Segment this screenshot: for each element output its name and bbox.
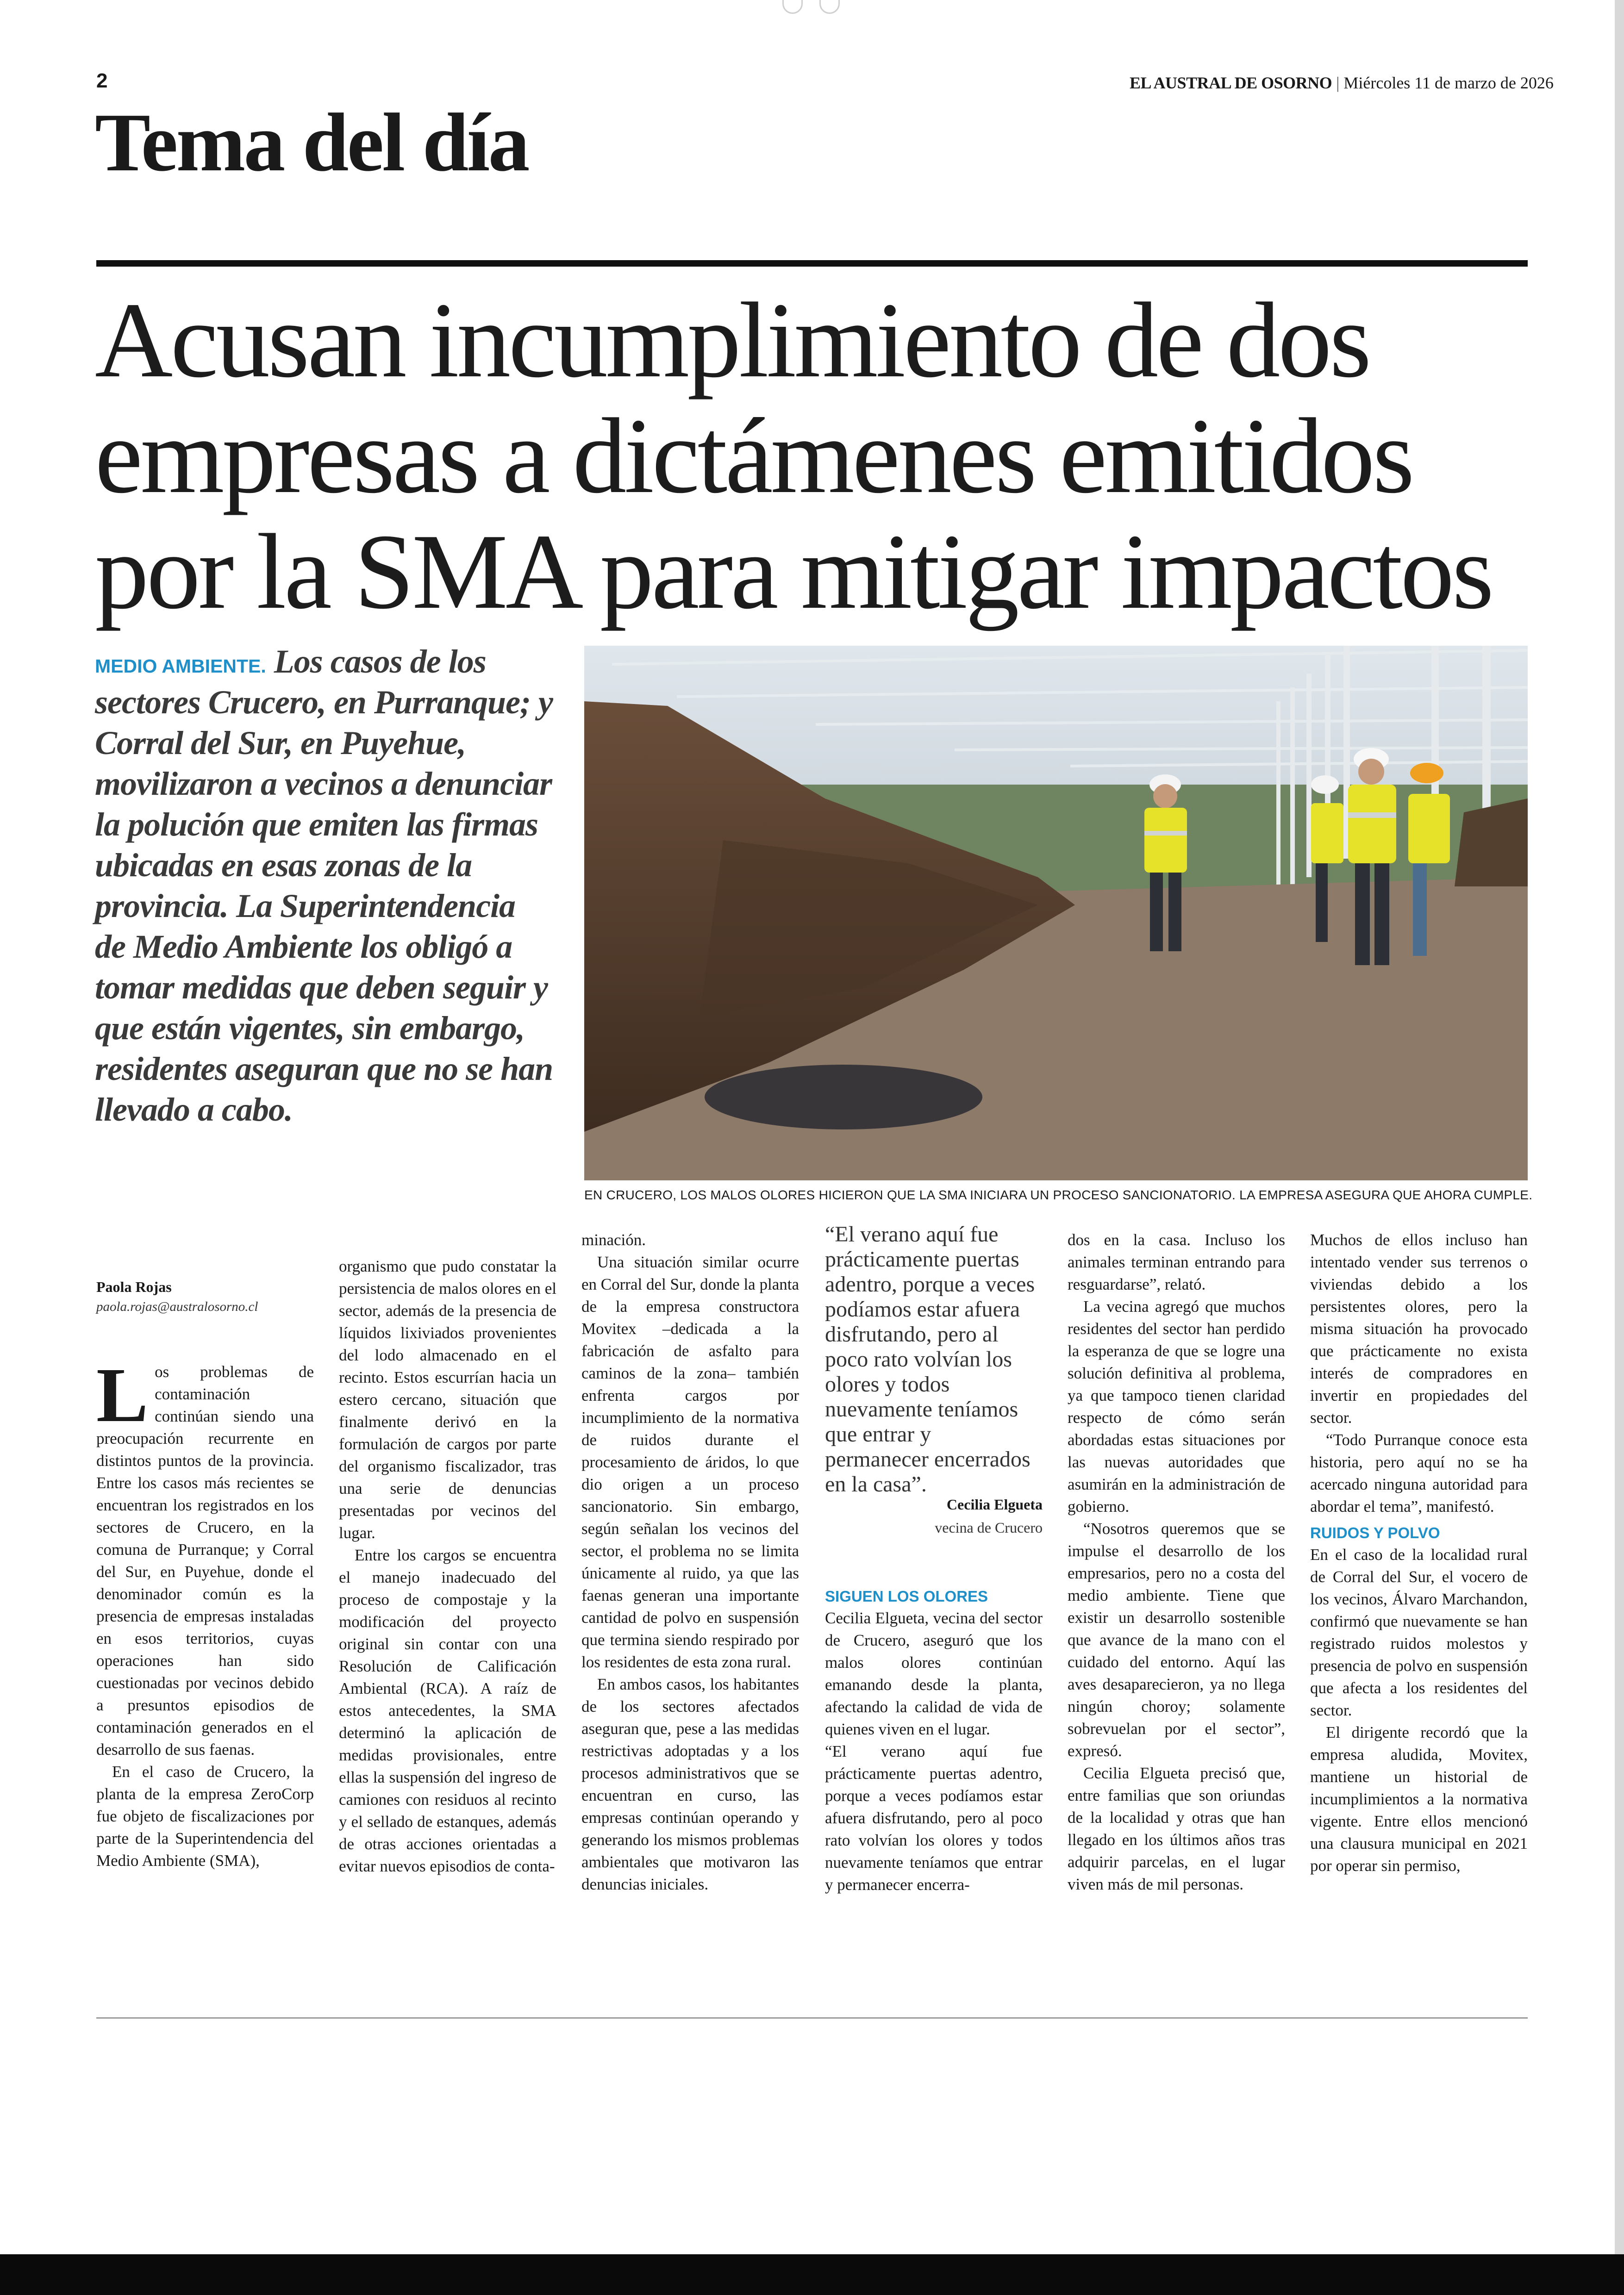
article-column-6 xyxy=(1310,1229,1528,1877)
subheading: SIGUEN LOS OLORES xyxy=(825,1588,988,1605)
article-paragraph: Entre los cargos se encuentra el manejo inadecuado del proceso de compostaje y la modificación del proyecto original sin contar con una Resolución de Calificación Ambiental (RCA). A raíz de estos antecedentes, la SMA determinó la aplicación de medidas provisionales, entre ellas la suspensión del ingreso de camiones con residuos al recinto y el sellado de estanques, además de otras acciones orientadas a evitar nuevos episodios de conta- xyxy=(339,1546,556,1875)
pull-quote: “El verano aquí fue prácticamente puertas adentro, porque a veces podíamos estar afuera disfrutando, pero al poco rato volvían los olores y todos nuevamente teníamos que entrar y permanecer encerrados en la casa”. xyxy=(825,1222,1035,1497)
article-paragraph: Una situación similar ocurre en Corral del Sur, donde la planta de la empresa constructora Movitex –dedicada a la fabricación de asfalto para caminos de la zona– también enfrenta cargos por incumplimiento de la normativa de ruidos durante el procesamiento de áridos, lo que dio origen a un proceso sancionatorio. Sin embargo, según señalan los vecinos del sector, el problema no se limita únicamente al ruido, ya que las faenas generan una importante cantidad de polvo en suspensión que termina siendo respirado por los residentes de esta zona rural. xyxy=(581,1253,799,1671)
article-paragraph: La vecina agregó que muchos residentes del sector han perdido la esperanza de que se logre una solución definitiva al problema, ya que tampoco tienen claridad respecto de cómo serán abordadas estas situaciones por las nuevas autoridades que asumirán en la administración de gobierno. xyxy=(1068,1297,1285,1515)
byline xyxy=(96,1278,314,1315)
publication-name: EL AUSTRAL DE OSORNO xyxy=(1130,74,1332,92)
headline xyxy=(95,282,1539,630)
article-paragraph: organismo que pudo constatar la persistencia de malos olores en el sector, además de la presencia de líquidos lixiviados provenientes del lodo almacenado en el recinto. Estos escurrían hacia un estero cercano, situación que finalmente derivó en la formulación de cargos por parte del organismo fiscalizador, tras una serie de denuncias presentadas por vecinos del lugar. xyxy=(339,1257,556,1542)
article-column-3 xyxy=(581,1229,799,1896)
author-name: Paola Rojas xyxy=(96,1278,172,1295)
article-paragraph: Muchos de ellos incluso han intentado vender sus terrenos o viviendas debido a los persistentes olores, pero la misma situación ha provocado que prácticamente no exista interés de compradores en invertir en propiedades del sector. xyxy=(1310,1231,1528,1427)
article-paragraph: “El verano aquí fue prácticamente puertas adentro, porque a veces podíamos estar afuera disfrutando, pero al poco rato volvían los olores y todos nuevamente teníamos que entrar y permanecer encerra- xyxy=(825,1742,1043,1894)
article-paragraph: “Todo Purranque conoce esta historia, pero aquí no se ha acercado ninguna autoridad para abordar el tema”, manifestó. xyxy=(1310,1431,1528,1515)
masthead xyxy=(1130,73,1554,93)
article-paragraph: minación. xyxy=(581,1231,646,1249)
viewer-next-control[interactable] xyxy=(819,0,840,14)
viewer-bottom-bar xyxy=(0,2254,1624,2295)
article-column-2 xyxy=(339,1255,556,1877)
article-paragraph: “Nosotros queremos que se impulse el desarrollo de los empresarios, pero no a costa del medio ambiente. Tiene que existir un desarrollo sostenible que avance de la mano con el cuidado del entorno. Aquí las aves desaparecieron, ya no llega ningún choroy; solamente sobrevuelan por el sector”, expresó. xyxy=(1068,1520,1285,1760)
lead-text: Los casos de los sectores Crucero, en Purranque; y Corral del Sur, en Puyehue, movilizaron a vecinos a denunciar la polución que emiten las firmas ubicadas en esas zonas de la provincia. La Superintendencia de Medio Ambiente los obligó a tomar medidas que deben seguir y que están vigentes, sin embargo, residentes aseguran que no se han llevado a cabo. xyxy=(95,643,553,1128)
headline-line-3: por la SMA para mitigar impactos xyxy=(95,512,1492,631)
headline-line-1: Acusan incumplimiento de dos xyxy=(95,281,1369,400)
pull-quote-role: vecina de Crucero xyxy=(935,1519,1043,1536)
section-rule xyxy=(96,260,1528,267)
article-paragraph: En el caso de Crucero, la planta de la empresa ZeroCorp fue objeto de fiscalizaciones por parte de la Superintendencia del Medio Ambiente (SMA), xyxy=(96,1763,314,1870)
page-number: 2 xyxy=(96,69,108,92)
author-email[interactable]: paola.rojas@australosorno.cl xyxy=(96,1299,258,1314)
pull-quote-name: Cecilia Elgueta xyxy=(946,1496,1043,1513)
article-paragraph: En ambos casos, los habitantes de los sectores afectados aseguran que, pese a las medidas restrictivas adoptadas y a los procesos administrativos que se encuentran en curso, las empresas continúan operando y generando los mismos problemas ambientales que motivaron las denuncias iniciales. xyxy=(581,1675,799,1893)
page-edge xyxy=(1615,0,1624,2254)
issue-date: Miércoles 11 de marzo de 2026 xyxy=(1343,74,1554,92)
article-paragraph: En el caso de la localidad rural de Corral del Sur, el vocero de los vecinos, Álvaro Marchandon, confirmó que nuevamente se han registrado ruidos molestos y presencia de polvo en suspensión que afecta a los residentes del sector. xyxy=(1310,1546,1528,1719)
footer-rule xyxy=(96,2017,1528,2019)
subheading: RUIDOS Y POLVO xyxy=(1310,1524,1440,1541)
article-photo xyxy=(584,646,1528,1180)
drop-cap: L xyxy=(96,1352,149,1438)
paragraph-text: os problemas de contaminación continúan siendo una preocupación recurrente en distintos puntos de la provincia. Entre los casos más recientes se encuentran los registrados en los sectores de Crucero, en la comuna de Purranque; y Corral del Sur, en Puyehue, donde el denominador común es la presencia de empresas instaladas en esos territorios, cuyas operaciones han sido cuestionadas por vecinos debido a presuntos episodios de contaminación generados en el desarrollo de sus faenas. xyxy=(96,1363,314,1759)
article-paragraph: El dirigente recordó que la empresa aludida, Movitex, mantiene un historial de incumplimientos a la normativa vigente. Entre ellos mencionó una clausura municipal en 2021 por operar sin permiso, xyxy=(1310,1723,1528,1875)
article-paragraph: Cecilia Elgueta precisó que, entre familias que son oriundas de la localidad y otras que han llegado en los últimos años tras adquirir parcelas, en el lugar viven más de mil personas. xyxy=(1068,1764,1285,1893)
article-paragraph: Cecilia Elgueta, vecina del sector de Crucero, aseguró que los malos olores continúan emanando desde la planta, afectando la calidad de vida de quienes viven en el lugar. xyxy=(825,1609,1043,1738)
article-column-4 xyxy=(825,1588,1043,1896)
article-paragraph: dos en la casa. Incluso los animales terminan entrando para resguardarse”, relató. xyxy=(1068,1231,1285,1293)
photo-caption: EN CRUCERO, LOS MALOS OLORES HICIERON QUE LA SMA INICIARA UN PROCESO SANCIONATORIO. LA EMPRESA ASEGURA QUE AHORA CUMPLE. xyxy=(584,1188,1533,1202)
masthead-separator: | xyxy=(1336,74,1340,92)
viewer-prev-control[interactable] xyxy=(782,0,803,14)
section-title: Tema del día xyxy=(95,96,528,188)
article-column-5 xyxy=(1068,1229,1285,1896)
lead-paragraph xyxy=(95,641,553,1130)
headline-line-2: empresas a dictámenes emitidos xyxy=(95,396,1412,516)
article-paragraph xyxy=(96,1352,314,1761)
article-column-1 xyxy=(96,1352,314,1872)
lead-tag: MEDIO AMBIENTE. xyxy=(95,655,266,677)
